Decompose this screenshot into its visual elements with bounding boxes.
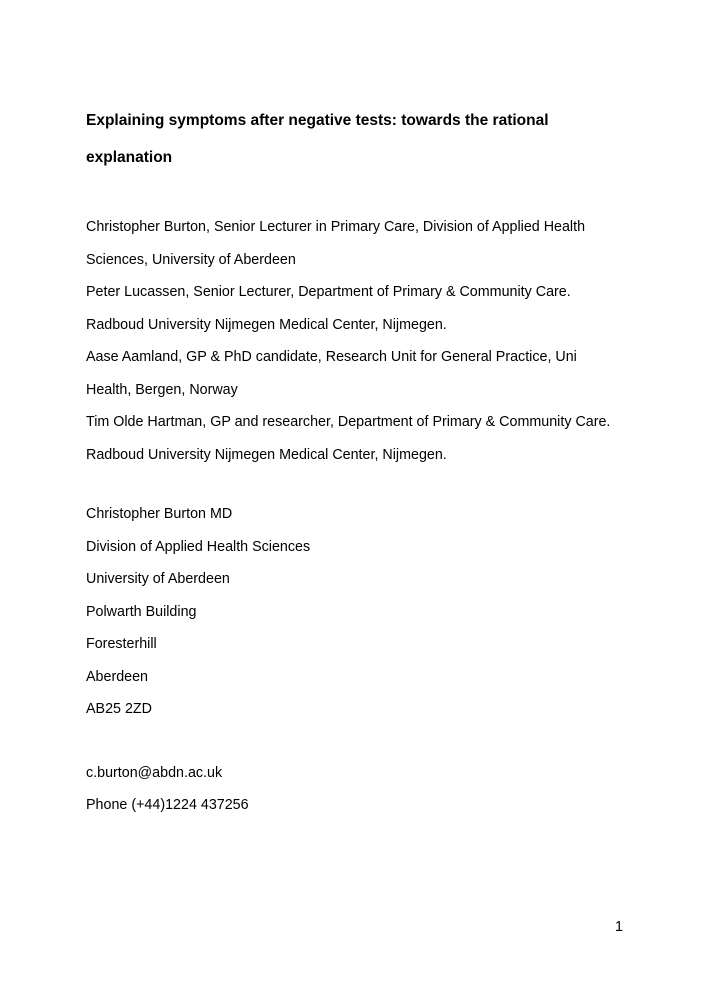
contact-email: c.burton@abdn.ac.uk <box>86 764 223 781</box>
address-line: Christopher Burton MD <box>86 506 233 522</box>
page-content <box>86 103 626 822</box>
address-line: Polwarth Building <box>86 603 197 620</box>
address-line: University of Aberdeen <box>86 571 230 587</box>
contact-phone: Phone (+44)1224 437256 <box>86 797 249 813</box>
address-line: Foresterhill <box>86 636 157 652</box>
author-line: Peter Lucassen, Senior Lecturer, Department of Primary & Community Care. <box>86 284 571 300</box>
author-line: Aase Aamland, GP & PhD candidate, Research Unit for General Practice, Uni <box>86 349 577 365</box>
author-line: Radboud University Nijmegen Medical Center, Nijmegen. <box>86 446 447 463</box>
author-list <box>86 211 626 471</box>
author-line: Sciences, University of Aberdeen <box>86 251 296 268</box>
title-line: explanation <box>86 148 173 166</box>
contact-info <box>86 757 626 822</box>
address-line: AB25 2ZD <box>86 701 152 717</box>
author-line: Tim Olde Hartman, GP and researcher, Department of Primary & Community Care. <box>86 414 611 430</box>
author-line: Christopher Burton, Senior Lecturer in Primary Care, Division of Applied Health <box>86 219 586 235</box>
title-line: Explaining symptoms after negative tests: towards the rational <box>86 112 549 129</box>
author-line: Health, Bergen, Norway <box>86 381 238 398</box>
corresponding-author-address <box>86 498 626 726</box>
address-line: Division of Applied Health Sciences <box>86 538 311 555</box>
document-title <box>86 103 626 176</box>
address-line: Aberdeen <box>86 668 149 685</box>
author-line: Radboud University Nijmegen Medical Center, Nijmegen. <box>86 316 447 333</box>
page-number: 1 <box>615 919 623 935</box>
